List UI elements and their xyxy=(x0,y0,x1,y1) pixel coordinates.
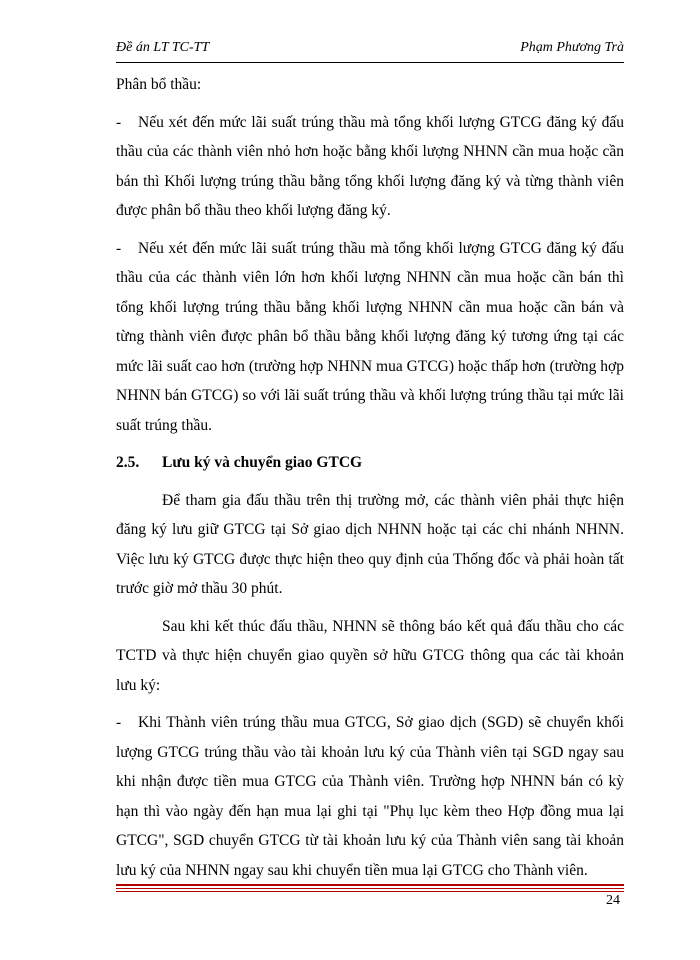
bullet-paragraph-2 xyxy=(116,234,624,441)
bullet-paragraph-1 xyxy=(116,108,624,226)
page-header xyxy=(116,40,624,60)
header-divider xyxy=(116,62,624,63)
header-document-title: Đề án LT TC-TT xyxy=(116,40,210,55)
bullet-paragraph-3 xyxy=(116,708,624,885)
footer-divider xyxy=(116,884,624,886)
bullet-text: Khi Thành viên trúng thầu mua GTCG, Sở giao dịch (SGD) sẽ chuyển khối lượng GTCG trúng thầu vào tài khoản lưu ký của Thành viên tại SGD ngay sau khi nhận được tiền mua GTCG của Thành viên. Trường hợp NHNN bán có kỳ hạn thì vào ngày đến hạn mua lại ghi tại "Phụ lục kèm theo Hợp đồng mua lại GTCG", SGD chuyển GTCG từ tài khoản lưu ký của Thành viên sang tài khoản lưu ký của NHNN ngay sau khi chuyển tiền mua lại GTCG cho Thành viên. xyxy=(116,714,624,879)
section-number: 2.5. xyxy=(116,454,140,471)
bullet-text: Nếu xét đến mức lãi suất trúng thầu mà tổng khối lượng GTCG đăng ký đấu thầu của các thành viên lớn hơn khối lượng NHNN cần mua hoặc cần bán thì tổng khối lượng trúng thầu bằng khối lượng NHNN cần mua hoặc cần bán và từng thành viên được phân bổ thầu bằng khối lượng đăng ký tương ứng tại các mức lãi suất cao hơn (trường hợp NHNN mua GTCG) hoặc thấp hơn (trường hợp NHNN bán GTCG) so với lãi suất trúng thầu và khối lượng trúng thầu tại mức lãi suất trúng thầu. xyxy=(116,239,624,434)
bullet-dash: - xyxy=(116,239,122,257)
footer-divider xyxy=(116,891,624,892)
page-number: 24 xyxy=(606,893,620,908)
page-content xyxy=(116,70,624,893)
bullet-text: Nếu xét đến mức lãi suất trúng thầu mà tổng khối lượng GTCG đăng ký đấu thầu của các thành viên nhỏ hơn hoặc bằng khối lượng NHNN cần mua hoặc cần bán thì Khối lượng trúng thầu bằng tổng khối lượng đăng ký và từng thành viên được phân bổ thầu theo khối lượng đăng ký. xyxy=(116,113,624,219)
section-heading xyxy=(116,448,624,478)
bullet-dash: - xyxy=(116,714,122,731)
header-author: Phạm Phương Trà xyxy=(520,40,624,55)
paragraph-1: Để tham gia đấu thầu trên thị trường mở, các thành viên phải thực hiện đăng ký lưu giữ GTCG tại Sở giao dịch NHNN hoặc tại các chi nhánh NHNN. Việc lưu ký GTCG được thực hiện theo quy định của Thống đốc và phải hoàn tất trước giờ mở thầu 30 phút. xyxy=(116,491,624,597)
section-title: Lưu ký và chuyển giao GTCG xyxy=(162,454,363,471)
allocation-title: Phân bổ thầu: xyxy=(116,76,202,93)
paragraph-2: Sau khi kết thúc đấu thầu, NHNN sẽ thông báo kết quả đấu thầu cho các TCTD và thực hiện chuyển giao quyền sở hữu GTCG thông qua các tài khoản lưu ký: xyxy=(116,617,624,694)
bullet-dash: - xyxy=(116,113,122,131)
footer-divider xyxy=(116,888,624,889)
